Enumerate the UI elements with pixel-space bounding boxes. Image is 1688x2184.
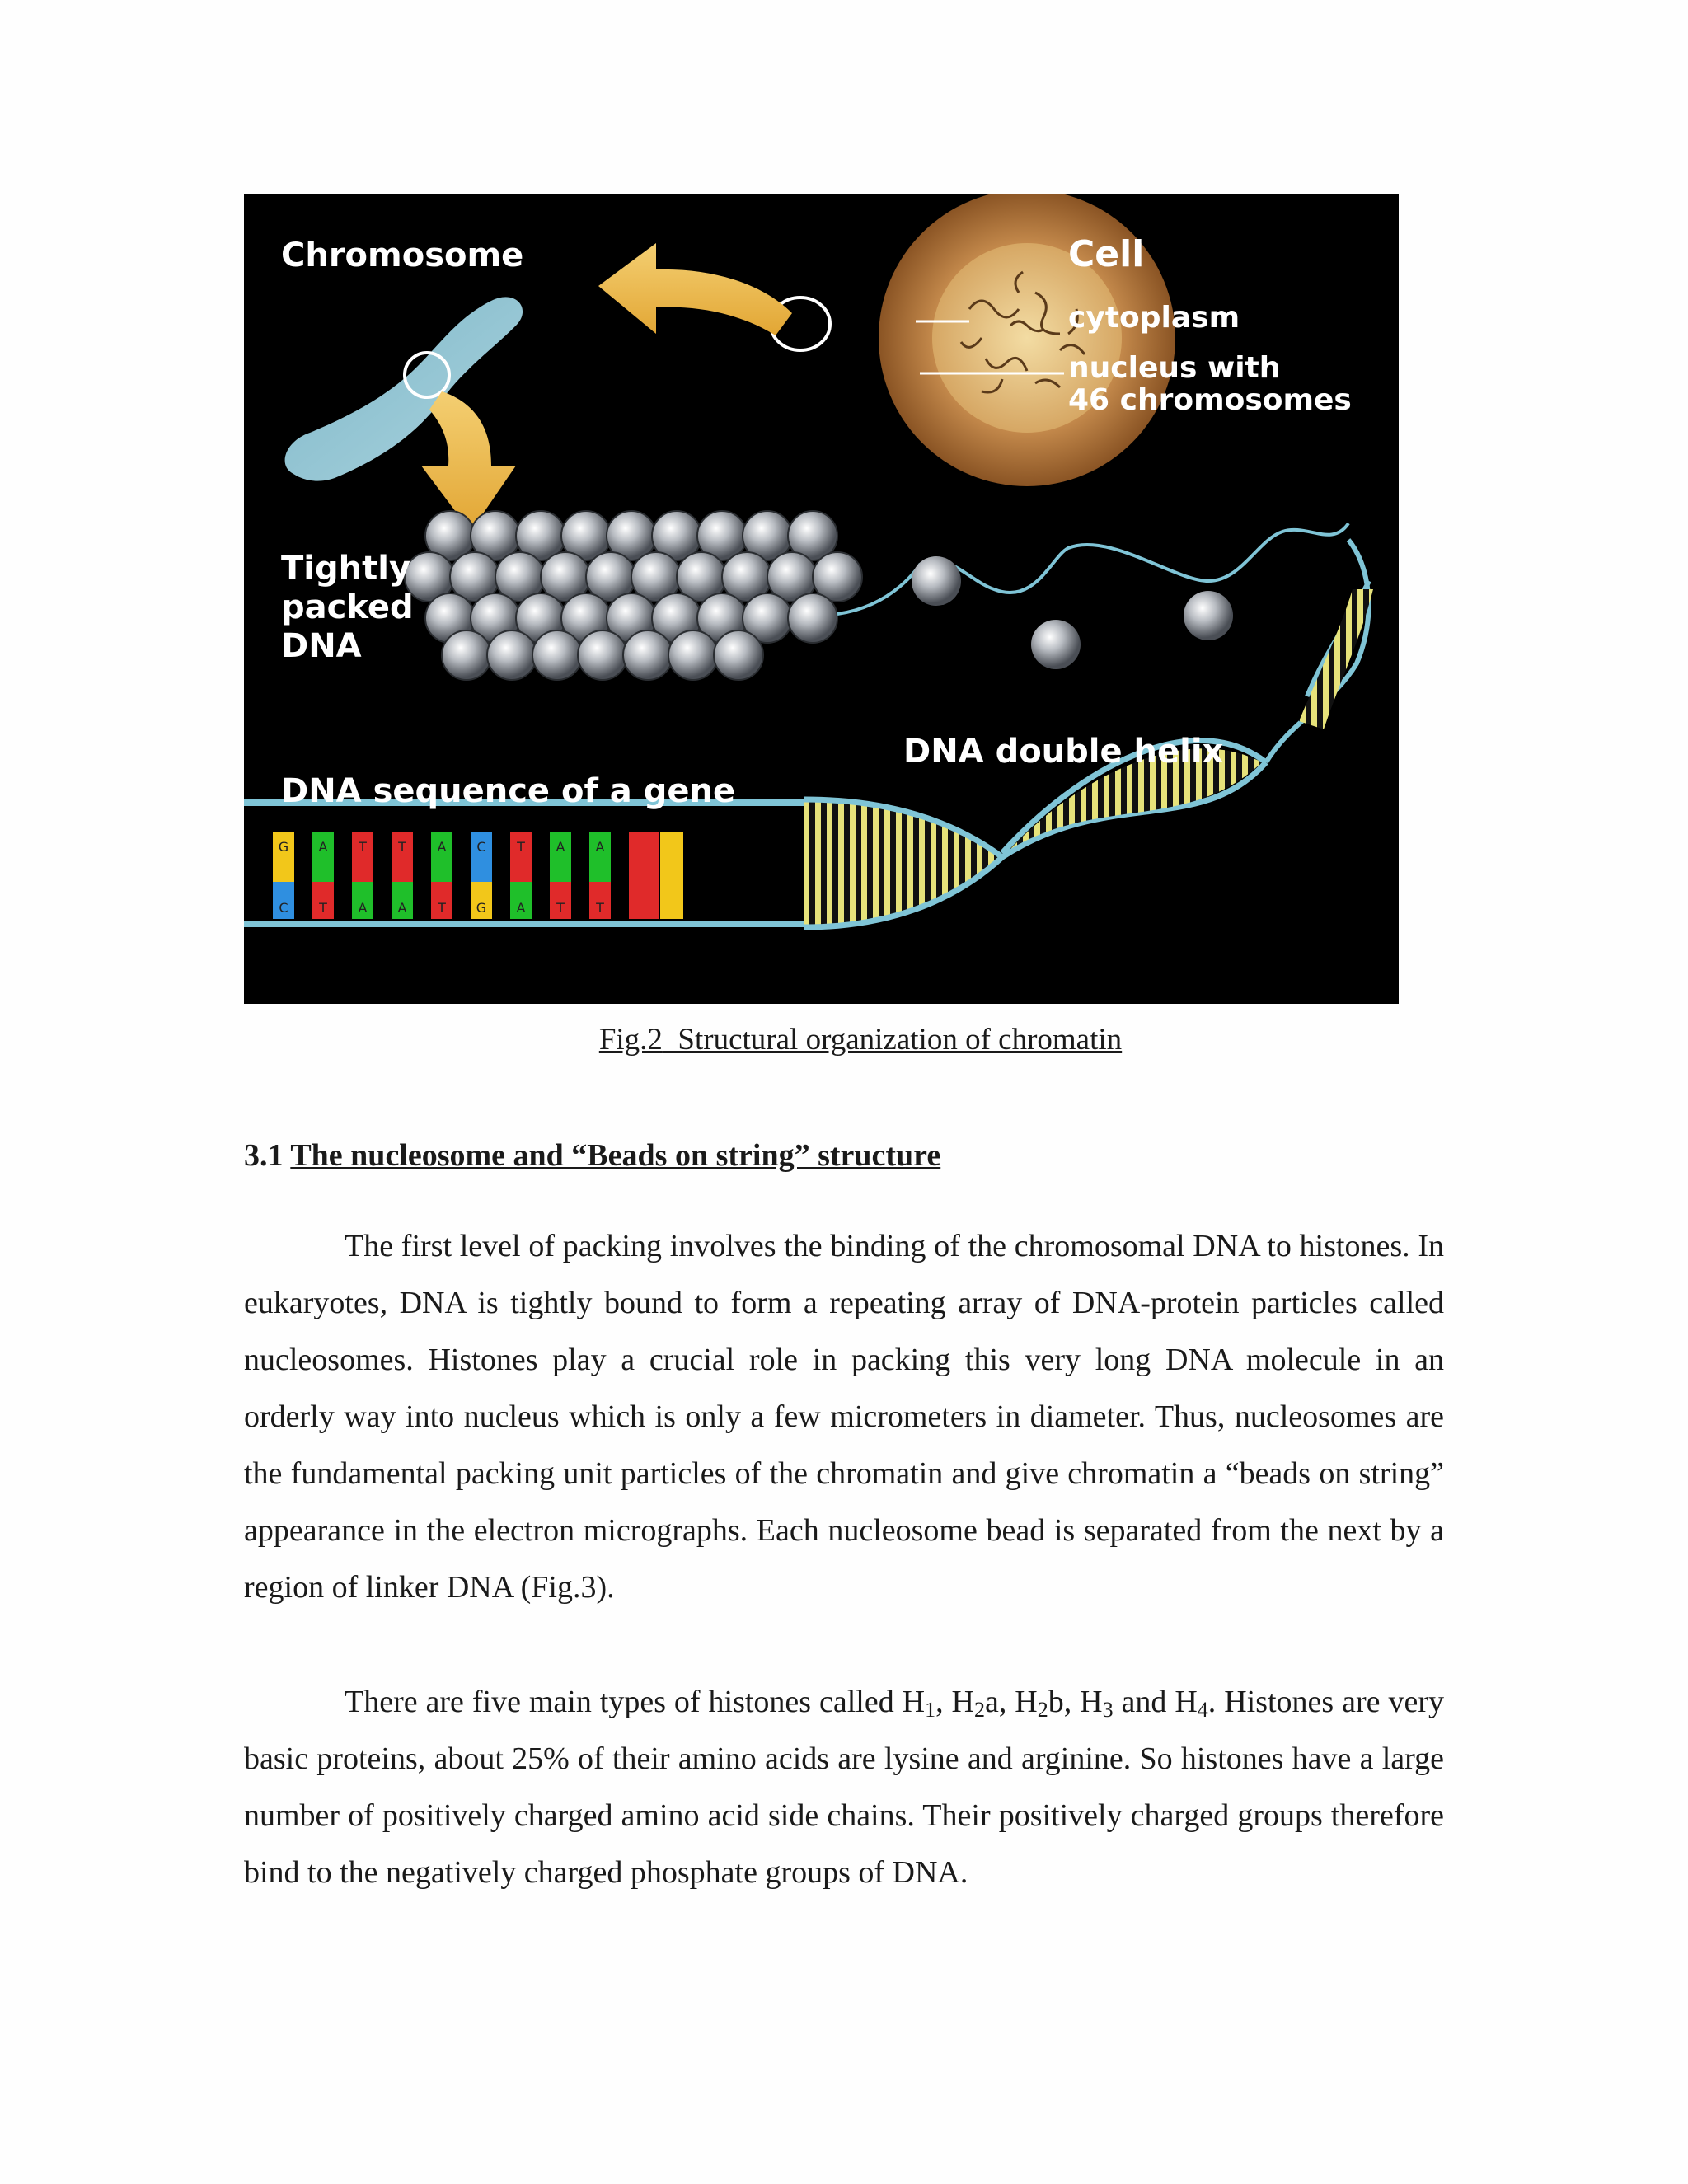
base-bottom-letter: C <box>279 900 288 916</box>
base-top-letter: A <box>556 839 565 855</box>
paragraph-nucleosome: The first level of packing involves the binding of the chromosomal DNA to histones. In eukaryotes, DNA is tightly bound to form a repeating array of DNA-protein particles called nucleosomes. Histones play a crucial role in packing this very long DNA molecule in an orderly way into nucleus which is only a few micrometers in diameter. Thus, nucleosomes are the fundamental packing unit particles of the chromatin and give chromatin a “beads on string” appearance in the electron micrographs. Each nucleosome bead is separated from the next by a region of linker DNA (Fig.3). <box>244 1229 1444 1605</box>
label-cytoplasm: cytoplasm <box>1068 301 1240 335</box>
nucleosome-bead <box>714 630 763 680</box>
label-double-helix: DNA double helix <box>903 733 1224 771</box>
section-heading <box>244 1137 940 1174</box>
base-bottom-letter: A <box>397 900 407 916</box>
base-transition-block <box>629 832 659 919</box>
h4-subscript: 4 <box>1197 1698 1208 1722</box>
nucleosome-bead <box>532 630 582 680</box>
base-top-letter: A <box>595 839 605 855</box>
section-number: 3.1 <box>244 1138 284 1173</box>
label-nucleus-line2: 46 chromosomes <box>1068 383 1352 417</box>
histones-text-6: . Histones are very basic proteins, about 25% of their amino acids are lysine and arginine. So histones have a large number of positively charged amino acid side chains. Their positively charged groups therefore bind to the negatively charged phosphate groups of DNA. <box>244 1685 1444 1890</box>
base-top-letter: A <box>437 839 447 855</box>
label-tight-line3: DNA <box>281 627 362 665</box>
base-bottom-letter: T <box>438 900 446 916</box>
loose-nucleosome-bead <box>1031 620 1081 669</box>
base-top-letter: G <box>278 839 289 855</box>
h1-subscript: 1 <box>925 1698 936 1722</box>
figure-number: Fig.2 <box>598 1023 663 1057</box>
label-nucleus-line1: nucleus with <box>1068 351 1281 385</box>
label-cell: Cell <box>1068 233 1145 275</box>
section-title: The nucleosome and “Beads on string” structure <box>290 1138 941 1173</box>
base-transition-block <box>660 832 683 919</box>
base-bottom-letter: T <box>556 900 565 916</box>
figure-caption <box>0 1022 1688 1057</box>
figure-caption-text: Structural organization of chromatin <box>678 1023 1123 1057</box>
loose-nucleosome-bead <box>912 556 961 606</box>
base-top-letter: T <box>517 839 525 855</box>
histones-text-4: b, H <box>1048 1685 1103 1719</box>
chromatin-figure <box>244 194 1399 1004</box>
histones-text-5: and H <box>1113 1685 1198 1719</box>
base-bottom-letter: T <box>596 900 604 916</box>
nucleosome-bead <box>487 630 537 680</box>
histones-text-1: There are five main types of histones called H <box>345 1685 926 1719</box>
histones-text-2: , H <box>935 1685 974 1719</box>
base-bottom-letter: A <box>358 900 368 916</box>
base-top-letter: C <box>476 839 486 855</box>
histones-text-3: a, H <box>984 1685 1038 1719</box>
nucleosome-bead <box>623 630 673 680</box>
h2a-subscript: 2 <box>973 1698 985 1722</box>
label-chromosome: Chromosome <box>281 237 524 274</box>
label-tight-line2: packed <box>281 588 414 626</box>
label-gene-sequence: DNA sequence of a gene <box>281 772 736 810</box>
nucleosome-bead <box>788 593 837 643</box>
base-top-letter: T <box>398 839 406 855</box>
h2b-subscript: 2 <box>1037 1698 1048 1722</box>
base-bottom-letter: A <box>516 900 526 916</box>
base-top-letter: T <box>359 839 367 855</box>
nucleosome-bead <box>668 630 718 680</box>
nucleosome-bead <box>442 630 491 680</box>
base-bottom-letter: T <box>319 900 327 916</box>
base-top-letter: A <box>318 839 328 855</box>
base-bottom-letter: G <box>476 900 487 916</box>
loose-nucleosome-bead <box>1184 591 1233 640</box>
nucleosome-bead <box>578 630 627 680</box>
h3-subscript: 3 <box>1102 1698 1114 1722</box>
label-tight-line1: Tightly <box>281 550 411 588</box>
paragraph-histones <box>244 1674 1444 1901</box>
